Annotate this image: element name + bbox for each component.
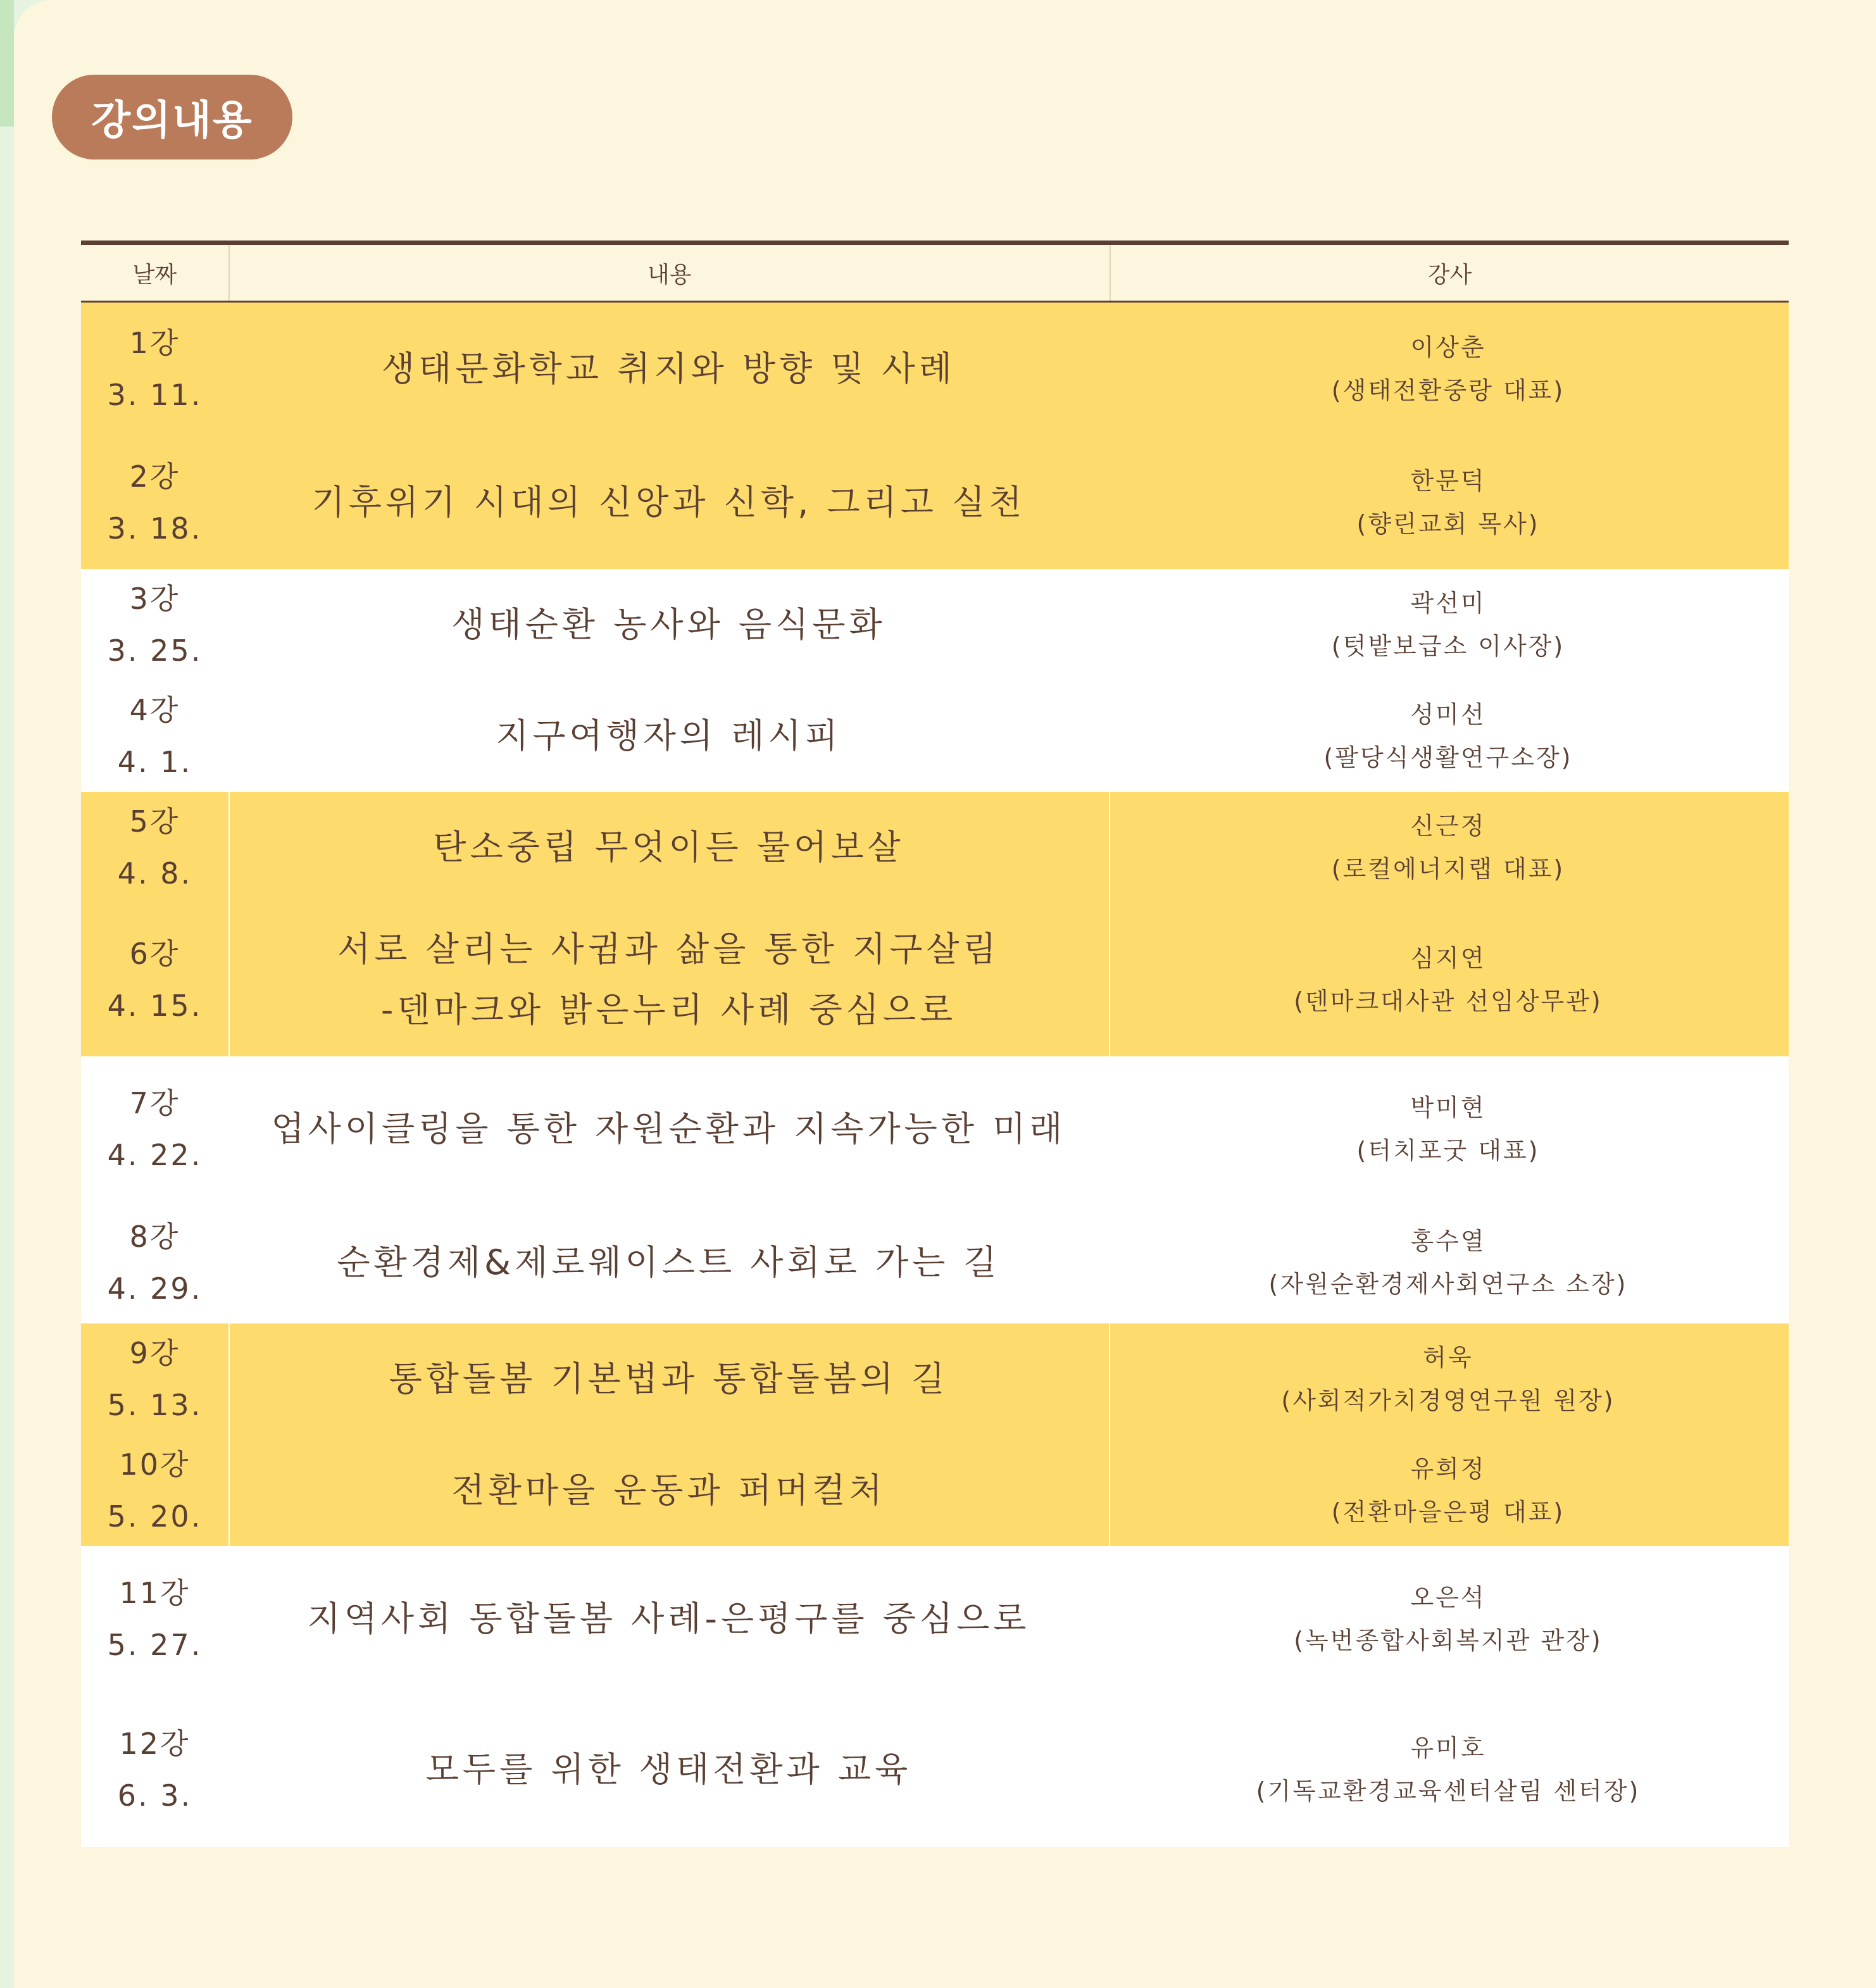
lecturer-role: (기독교환경교육센터살림 센터장) [1256, 1777, 1641, 1805]
row-group-5-6 [81, 792, 1789, 1056]
lecture-date: 4. 8. [117, 856, 192, 891]
lecture-date: 4. 15. [107, 989, 203, 1023]
lecturer-cell [1109, 1546, 1787, 1692]
lecture-content-cell [228, 1435, 1109, 1546]
table-row [81, 1435, 1789, 1546]
lecture-content-cell [228, 435, 1109, 569]
lecturer-role: (사회적가치경영연구원 원장) [1281, 1387, 1615, 1415]
lecturer-name: 심지연 [1410, 944, 1486, 972]
lecturer-cell [1109, 680, 1787, 792]
row-group-1-2 [81, 303, 1789, 569]
lecture-date-cell [81, 435, 228, 569]
lecturer-cell [1109, 1056, 1787, 1201]
table-row [81, 435, 1789, 569]
lecture-number: 9강 [129, 1336, 180, 1370]
lecture-date-cell [81, 569, 228, 680]
lecturer-name: 유희정 [1410, 1455, 1486, 1483]
lecturer-name: 한문덕 [1410, 466, 1486, 495]
lecturer-role: (전환마을은평 대표) [1331, 1498, 1565, 1526]
lecture-number: 7강 [129, 1085, 180, 1120]
lecture-content-cell [228, 1201, 1109, 1323]
lecturer-name: 신근정 [1410, 812, 1486, 840]
lecturer-cell [1109, 1692, 1787, 1847]
lecture-date-cell [81, 1201, 228, 1323]
header-lecturer: 강사 [1427, 261, 1472, 288]
lecturer-name: 이상춘 [1410, 334, 1486, 361]
table-row [81, 1056, 1789, 1201]
lecturer-role: (향린교회 목사) [1356, 510, 1540, 538]
lecture-date: 3. 25. [107, 634, 203, 668]
lecture-title: 순환경제&제로웨이스트 사회로 가는 길 [337, 1242, 1001, 1282]
page-background [14, 0, 1876, 1988]
lecture-content-cell [228, 903, 1109, 1056]
lecturer-cell [1109, 569, 1787, 680]
lecture-title: 지구여행자의 레시피 [496, 716, 842, 756]
lecture-date-cell [81, 1546, 228, 1692]
lecturer-role: (팔당식생활연구소장) [1323, 744, 1573, 772]
lecture-title: 생태문화학교 취지와 방향 및 사례 [382, 349, 956, 389]
lecturer-name: 홍수열 [1410, 1227, 1486, 1255]
lecture-date: 3. 11. [107, 378, 203, 412]
lecture-title: 기후위기 시대의 신앙과 신학, 그리고 실천 [311, 482, 1026, 522]
lecture-number: 8강 [129, 1219, 180, 1254]
row-group-9-10 [81, 1323, 1789, 1546]
lecture-title: 서로 살리는 사귐과 삶을 통한 지구살림 [337, 929, 1000, 969]
table-row [81, 1546, 1789, 1692]
lecture-content-cell [228, 303, 1109, 435]
lecture-date-cell [81, 792, 228, 903]
lecture-date-cell [81, 1323, 228, 1435]
table-row [81, 792, 1789, 903]
lecture-number: 6강 [129, 937, 180, 971]
side-tab-decoration [0, 0, 14, 127]
header-date: 날짜 [81, 245, 230, 301]
lecturer-cell [1109, 1201, 1787, 1323]
lecture-number: 3강 [129, 582, 180, 616]
lecturer-name: 오은석 [1410, 1584, 1486, 1611]
lecture-title: 업사이클링을 통한 자원순환과 지속가능한 미래 [271, 1108, 1066, 1149]
lecture-number: 12강 [119, 1726, 191, 1761]
lecture-date: 3. 18. [107, 511, 203, 546]
lecture-title: 모두를 위한 생태전환과 교육 [425, 1749, 912, 1789]
section-title-badge: 강의내용 [52, 75, 292, 159]
lecture-date: 4. 1. [117, 745, 192, 779]
lecturer-name: 곽선미 [1410, 589, 1486, 617]
row-group-11-12 [81, 1546, 1789, 1847]
lecture-date-cell [81, 903, 228, 1056]
lecture-content-cell [228, 1323, 1109, 1435]
lecturer-role: (터치포굿 대표) [1356, 1136, 1540, 1165]
lecturer-role: (녹번종합사회복지관 관장) [1294, 1627, 1603, 1654]
table-row [81, 680, 1789, 792]
lecture-number: 4강 [129, 693, 180, 727]
lecture-number: 2강 [129, 459, 180, 494]
lecturer-role: (생태전환중랑 대표) [1331, 377, 1565, 404]
lecture-content-cell [228, 1692, 1109, 1847]
lecture-title: 생태순환 농사와 음식문화 [451, 604, 886, 644]
lecturer-role: (텃밭보급소 이사장) [1331, 632, 1565, 660]
lecture-content-cell [228, 569, 1109, 680]
row-group-7-8 [81, 1056, 1789, 1323]
table-header-row [81, 241, 1789, 303]
lecture-date-cell [81, 1056, 228, 1201]
lecture-title: 전환마을 운동과 퍼머컬처 [451, 1470, 886, 1510]
row-group-3-4 [81, 569, 1789, 792]
lecturer-role: (로컬에너지랩 대표) [1331, 855, 1565, 883]
table-row [81, 903, 1789, 1056]
lecture-subtitle: -덴마크와 밝은누리 사례 중심으로 [380, 990, 957, 1030]
lecture-date-cell [81, 680, 228, 792]
lecture-content-cell [228, 680, 1109, 792]
lecture-date: 4. 29. [107, 1271, 203, 1306]
table-row [81, 1201, 1789, 1323]
lecturer-role: (덴마크대사관 선임상무관) [1294, 987, 1603, 1015]
lecturer-cell [1109, 1323, 1787, 1435]
lecturer-name: 허욱 [1423, 1344, 1473, 1372]
lecture-date-cell [81, 303, 228, 435]
lecturer-role: (자원순환경제사회연구소 소장) [1268, 1270, 1628, 1298]
lecture-date: 5. 13. [107, 1388, 203, 1422]
lecture-date-cell [81, 1692, 228, 1847]
lecture-date: 4. 22. [107, 1137, 203, 1172]
lecture-content-cell [228, 1056, 1109, 1201]
lecture-content-cell [228, 1546, 1109, 1692]
lecture-number: 1강 [129, 326, 180, 360]
lecture-number: 11강 [119, 1576, 191, 1610]
table-row [81, 1323, 1789, 1435]
lecturer-cell [1109, 1435, 1787, 1546]
lecture-title: 탄소중립 무엇이든 물어보살 [433, 827, 904, 867]
lecture-title: 지역사회 동합돌봄 사례-은평구를 중심으로 [307, 1599, 1030, 1639]
lecturer-cell [1109, 903, 1787, 1056]
lecturer-cell [1109, 792, 1787, 903]
table-row [81, 569, 1789, 680]
lecture-date: 6. 3. [117, 1778, 192, 1813]
lecturer-cell [1109, 303, 1787, 435]
lecture-date: 5. 27. [107, 1628, 203, 1662]
table-row [81, 1692, 1789, 1847]
lecture-schedule-table [81, 241, 1789, 1847]
table-row [81, 303, 1789, 435]
lecture-date: 5. 20. [107, 1499, 203, 1534]
lecturer-name: 박미현 [1410, 1093, 1486, 1122]
lecturer-name: 성미선 [1410, 701, 1486, 728]
header-content: 내용 [230, 245, 1111, 301]
lecture-date-cell [81, 1435, 228, 1546]
lecture-title: 통합돌봄 기본법과 통합돌봄의 길 [389, 1359, 949, 1399]
lecture-content-cell [228, 792, 1109, 903]
lecturer-cell [1109, 435, 1787, 569]
lecturer-name: 유미호 [1410, 1734, 1486, 1762]
lecture-number: 5강 [129, 804, 180, 839]
lecture-number: 10강 [119, 1447, 191, 1482]
